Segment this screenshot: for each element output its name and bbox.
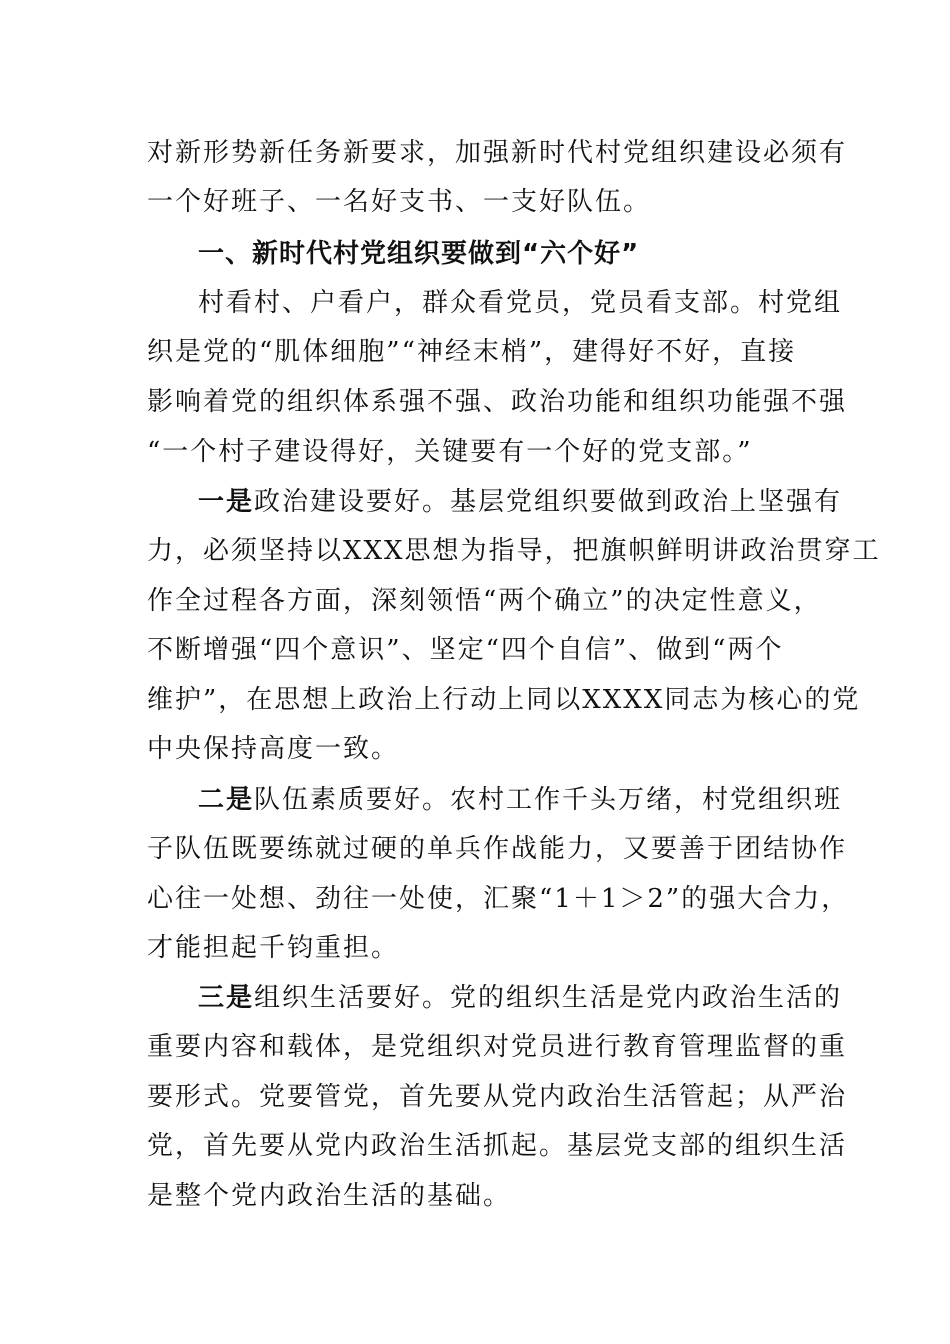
point1-line-4: 不断增强“四个意识”、坚定“四个自信”、做到“两个 (147, 635, 784, 665)
point3-first-text: 组织生活要好。党的组织生活是党内政治生活的 (254, 983, 843, 1013)
paragraph1-line-4: “一个村子建设得好，关键要有一个好的党支部。” (147, 437, 753, 467)
paragraph1-line-2: 织是党的“肌体细胞”“神经末梢”，建得好不好，直接 (147, 337, 797, 367)
point3-line-4: 党，首先要从党内政治生活抓起。基层党支部的组织生活 (147, 1131, 848, 1161)
point2-line-3: 心往一处想、劲往一处使，汇聚“1＋1＞2”的强大合力， (147, 884, 850, 914)
point3-line-5: 是整个党内政治生活的基础。 (147, 1181, 512, 1211)
paragraph1-line-1: 村看村、户看户，群众看党员，党员看支部。村党组 (198, 288, 843, 318)
point2-line-2: 子队伍既要练就过硬的单兵作战能力，又要善于团结协作 (147, 834, 848, 864)
point1-line-6: 中央保持高度一致。 (147, 734, 400, 764)
point1-lead: 一是 (198, 487, 255, 517)
point3-line-2: 重要内容和载体，是党组织对党员进行教育管理监督的重 (147, 1032, 848, 1062)
point1-line-5: 维护”，在思想上政治上行动上同以XXXX同志为核心的党 (147, 685, 861, 715)
section-heading: 一、新时代村党组织要做到“六个好” (198, 239, 640, 269)
point1-line-3: 作全过程各方面，深刻领悟“两个确立”的决定性意义， (147, 586, 822, 616)
intro-line-2: 一个好班子、一名好支书、一支好队伍。 (147, 187, 652, 217)
point3-line-3: 要形式。党要管党，首先要从党内政治生活管起；从严治 (147, 1082, 848, 1112)
point1-line-1 (198, 476, 843, 528)
point2-lead: 二是 (198, 785, 255, 815)
point2-first-text: 队伍素质要好。农村工作千头万绪，村党组织班 (254, 785, 843, 815)
point1-first-text: 政治建设要好。基层党组织要做到政治上坚强有 (254, 487, 843, 517)
intro-line-1: 对新形势新任务新要求，加强新时代村党组织建设必须有 (147, 138, 848, 168)
point3-lead: 三是 (198, 983, 255, 1013)
point2-line-4: 才能担起千钧重担。 (147, 933, 400, 963)
point1-line-2: 力，必须坚持以XXX思想为指导，把旗帜鲜明讲政治贯穿工 (147, 536, 881, 566)
point2-line-1 (198, 774, 843, 826)
point3-line-1 (198, 972, 843, 1024)
paragraph1-line-3: 影响着党的组织体系强不强、政治功能和组织功能强不强 (147, 387, 848, 417)
